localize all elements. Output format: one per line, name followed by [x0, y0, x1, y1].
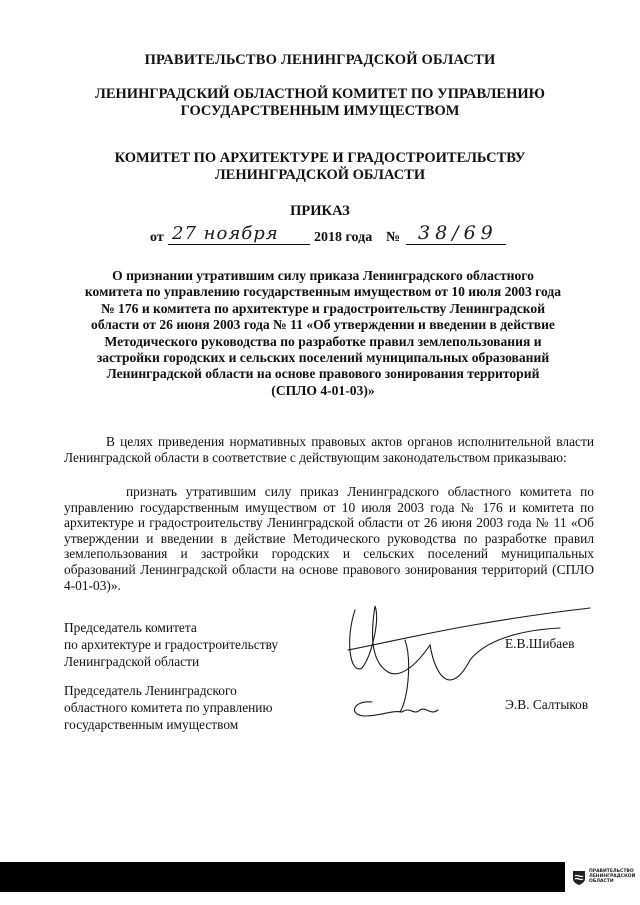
- number-sign: №: [386, 230, 401, 245]
- scan-bottom-bar: [0, 862, 565, 892]
- preamble-paragraph: В целях приведения нормативных правовых актов органов исполнительной власти Ленинградской области в соответствие с действующим законодательством приказываю:: [64, 434, 594, 465]
- order-subject: О признании утратившим силу приказа Ленинградского областного комитета по управлению государственным имуществом от 10 июля 2003 года № 176 и комитета по архитектуре и градостроительству Ленинградской области от 26 июня 2003 года № 11 «Об утверждении и введении в действие Методического руководства по разработке правил землепользования и застройки городских и сельских поселений муниципальных образований Ленинградской области на основе правового зонирования территорий (СПЛО 4-01-03)»: [84, 268, 562, 398]
- handwritten-date: 27 ноября: [172, 223, 279, 244]
- order-paragraph: признать утратившим силу приказ Ленинградского областного комитета по управлению государственным имуществом от 10 июля 2003 года № 176 и комитета по архитектуре и градостроительству Ленинградской области от 26 июня 2003 года № 11 «Об утверждении и введении в действие Методического руководства по разработке правил землепользования и застройки городских и сельских поселений муниципальных образований Ленинградской области на основе правового зонирования территорий (СПЛО 4-01-03)».: [64, 484, 594, 593]
- signature-shibaev: [348, 606, 590, 712]
- signer2-name: Э.В. Салтыков: [505, 697, 589, 712]
- signature-saltykov: [355, 702, 438, 716]
- government-heading: ПРАВИТЕЛЬСТВО ЛЕНИНГРАДСКОЙ ОБЛАСТИ: [144, 52, 496, 68]
- order-prefix: от: [150, 230, 164, 245]
- coat-of-arms-icon: [572, 870, 586, 886]
- signer1-name: Е.В.Шибаев: [505, 636, 575, 651]
- footer-logo-text: ПРАВИТЕЛЬСТВО ЛЕНИНГРАДСКОЙ ОБЛАСТИ: [589, 869, 636, 884]
- signer2-title: Председатель Ленинградского областного комитета по управлению государственным имуществом: [64, 683, 273, 732]
- order-year: 2018 года: [314, 230, 373, 245]
- document-type: ПРИКАЗ: [290, 203, 350, 219]
- architecture-committee-heading: КОМИТЕТ ПО АРХИТЕКТУРЕ И ГРАДОСТРОИТЕЛЬСТВУ ЛЕНИНГРАДСКОЙ ОБЛАСТИ: [114, 150, 526, 183]
- property-committee-heading: ЛЕНИНГРАДСКИЙ ОБЛАСТНОЙ КОМИТЕТ ПО УПРАВЛЕНИЮ ГОСУДАРСТВЕННЫМ ИМУЩЕСТВОМ: [95, 86, 545, 119]
- handwritten-number: 38/69: [418, 222, 498, 244]
- scan-edge-mark: [0, 872, 10, 880]
- signer1-title: Председатель комитета по архитектуре и градостроительству Ленинградской области: [64, 620, 279, 669]
